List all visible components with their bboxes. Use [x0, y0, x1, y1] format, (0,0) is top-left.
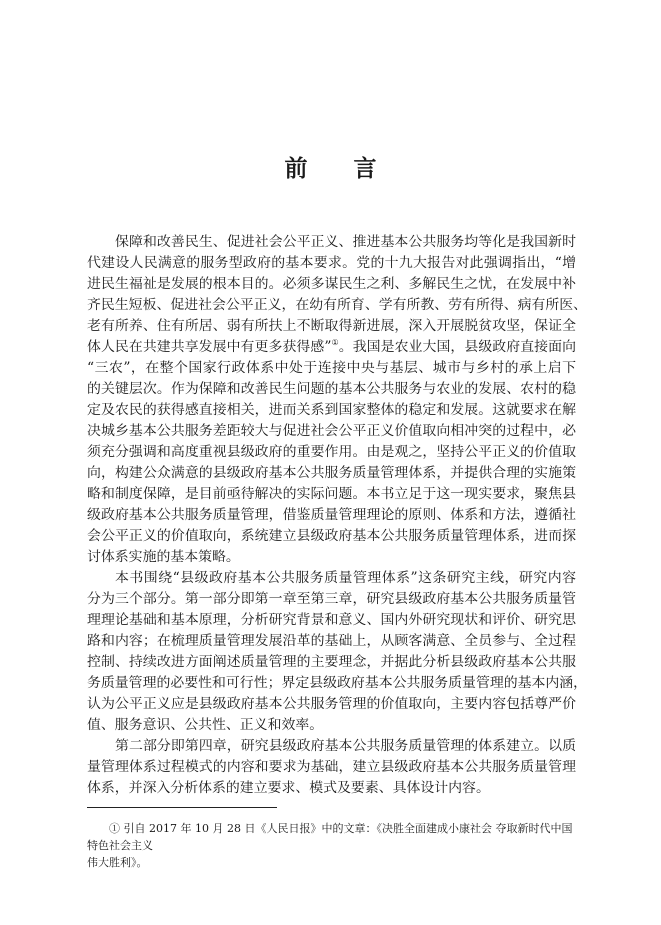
text-line: “三农”，在整个国家行政体系中处于连接中央与基层、城市与乡村的承上启下: [87, 360, 576, 376]
footnote-marker[interactable]: ①: [331, 338, 339, 347]
text-line: 会公平正义的价值取向，系统建立县级政府基本公共服务质量管理体系，进而探: [87, 528, 576, 544]
text-line: 讨体系实施的基本策略。: [87, 549, 240, 565]
text-line: 值、服务意识、公共性、正义和效率。: [87, 717, 324, 733]
text-line: 本书围绕“县级政府基本公共服务质量管理体系”这条研究主线，研究内容: [115, 570, 576, 586]
text-line: 老有所养、住有所居、弱有所扶上不断取得新进展，深入开展脱贫攻坚，保证全: [87, 318, 576, 334]
text-line: 须充分强调和高度重视县级政府的重要作用。由是观之，坚持公平正义的价值取: [87, 444, 576, 460]
text-line: 理理论基础和基本原理，分析研究背景和意义、国内外研究现状和评价、研究思: [87, 612, 576, 628]
body-text: [87, 232, 588, 799]
footnote-line: ① 引自 2017 年 10 月 28 日《人民日报》中的文章：《决胜全面建成小康社会 夺取新时代中国特色社会主义: [87, 822, 573, 852]
title-char-2: 言: [353, 155, 377, 182]
text-line: 齐民生短板、促进社会公平正义，在幼有所育、学有所教、劳有所得、病有所医、: [87, 297, 588, 313]
text-line: 级政府基本公共服务质量管理，借鉴质量管理理论的原则、体系和方法，遵循社: [87, 507, 576, 523]
footnote: [87, 820, 576, 871]
paragraph-1: [87, 232, 588, 568]
text-line: 体系，并深入分析体系的建立要求、模式及要素、具体设计内容。: [87, 780, 490, 796]
page-title: [0, 150, 661, 183]
title-char-1: 前: [284, 155, 308, 182]
text-line: 的关键层次。作为保障和改善民生问题的基本公共服务与农业的发展、农村的稳: [87, 381, 576, 397]
text-line: 务质量管理的必要性和可行性；界定县级政府基本公共服务质量管理的基本内涵，: [87, 675, 588, 691]
text-line-with-footnote: [87, 337, 576, 358]
text-line: 保障和改善民生、促进社会公平正义、推进基本公共服务均等化是我国新时: [115, 234, 576, 250]
text-segment: 体人民在共建共享发展中有更多获得感”: [87, 339, 332, 355]
text-line: 向，构建公众满意的县级政府基本公共服务质量管理体系，并提供合理的实施策: [87, 465, 576, 481]
text-line: 路和内容；在梳理质量管理发展沿革的基础上，从顾客满意、全员参与、全过程: [87, 633, 576, 649]
text-line: 代建设人民满意的服务型政府的基本要求。党的十九大报告对此强调指出，“增: [87, 255, 576, 271]
footnote-line: 伟大胜利》。: [87, 856, 148, 869]
text-line: 量管理体系过程模式的内容和要求为基础，建立县级政府基本公共服务质量管理: [87, 759, 576, 775]
paragraph-3: [87, 736, 576, 799]
text-line: 定及农民的获得感直接相关，进而关系到国家整体的稳定和发展。这就要求在解: [87, 402, 576, 418]
text-line: 决城乡基本公共服务差距较大与促进社会公平正义价值取向相冲突的过程中，必: [87, 423, 576, 439]
paragraph-2: [87, 568, 588, 736]
text-line: 认为公平正义应是县级政府基本公共服务管理的价值取向，主要内容包括尊严价: [87, 696, 576, 712]
footnote-divider: [87, 807, 277, 808]
text-line: 进民生福祉是发展的根本目的。必须多谋民生之利、多解民生之忧，在发展中补: [87, 276, 576, 292]
text-line: 第二部分即第四章，研究县级政府基本公共服务质量管理的体系建立。以质: [115, 738, 576, 754]
text-segment: 。我国是农业大国，县级政府直接面向: [338, 339, 576, 355]
text-line: 略和制度保障，是目前亟待解决的实际问题。本书立足于这一现实要求，聚焦县: [87, 486, 576, 502]
text-line: 分为三个部分。第一部分即第一章至第三章，研究县级政府基本公共服务质量管: [87, 591, 576, 607]
text-line: 控制、持续改进方面阐述质量管理的主要理念，并据此分析县级政府基本公共服: [87, 654, 576, 670]
